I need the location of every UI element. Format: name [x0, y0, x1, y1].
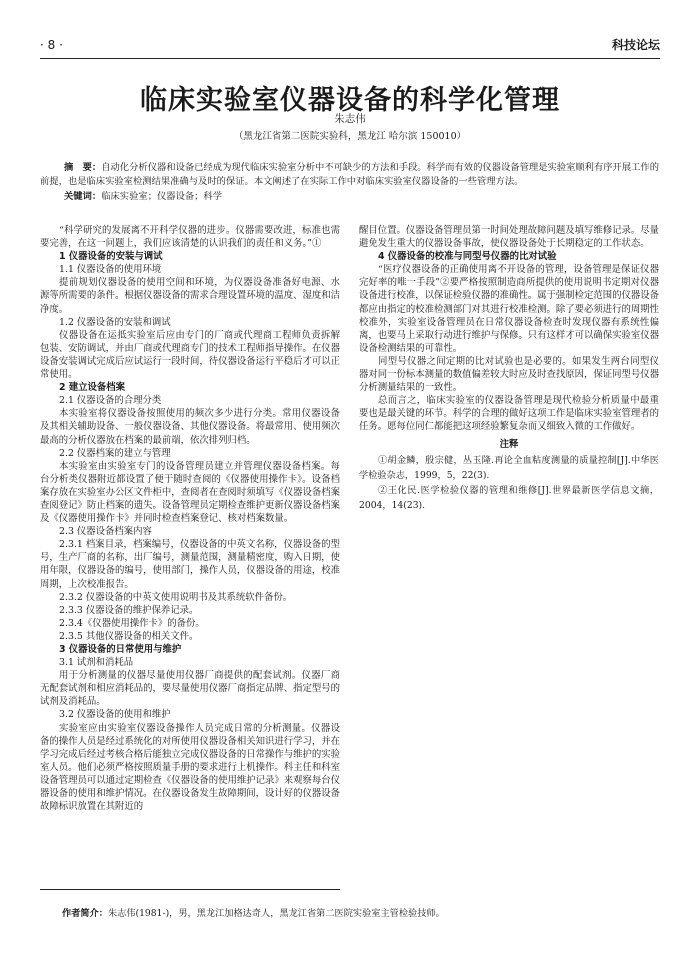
keywords-text: 临床实验室；仪器设备；科学 — [101, 191, 223, 202]
keywords — [64, 190, 660, 204]
paragraph-2-3-1: 2.3.1 档案目录，档案编号，仪器设备的中英文名称，仪器设备的型号，生产厂商的名称，出厂编号，测量范围，测量精密度，购入日期，使用年限，仪器设备的编号，使用部门，操作人员，仪器设备的用途，校准周期，上次校准报告。 — [40, 539, 341, 590]
subsection-heading-3-1: 3.1 试剂和消耗品 — [59, 657, 134, 669]
author-affiliation: （黑龙江省第二医院实验科，黑龙江 哈尔滨 150010） — [233, 131, 467, 142]
author-bio-text: 朱志伟(1981-)，男，黑龙江加格达奇人，黑龙江省第二医院实验室主管检验技师。 — [107, 908, 445, 919]
paragraph-3-2: 实验室应由实验室仪器设备操作人员完成日常的分析测量。仪器设备的操作人员是经过系统化的对所使用仪器设备相关知识进行学习，并在学习完成后经过考核合格后能独立完成仪器设备的日常操作与维护的实验室人员。他们必须严格按照质量手册的要求进行上机操作。科主任和科室设备管理员可以通过定期检查《仪器设备的使用维护记录》来观察每台仪器设备的使用和维护情况。在仪器设备发生故障期间，设计好的仪器设备故障标识放置在其附近的 — [40, 722, 341, 813]
author-bio — [62, 905, 660, 919]
subsection-heading-2-3: 2.3 仪器设备档案内容 — [59, 526, 152, 538]
section-heading-3: 3 仪器设备的日常使用与维护 — [59, 644, 182, 655]
subsection-heading-2-1: 2.1 仪器设备的合理分类 — [59, 395, 162, 407]
paragraph-3-1: 用于分析测量的仪器尽量使用仪器厂商提供的配套试剂。仪器厂商无配套试剂和相应消耗品的，要尽量使用仪器厂商指定品牌、指定型号的试剂及消耗品。 — [40, 670, 341, 708]
paragraph-2-3-3: 2.3.3 仪器设备的维护保养记录。 — [59, 604, 199, 616]
paragraph-4-1: “医疗仪器设备的正确使用离不开设备的管理，设备管理是保证仪器完好率的唯一手段”②要严格按照制造商所提供的使用说明书定期对仪器设备进行校准，以保证检验仪器的准确性。属于强制检定范围的仪器设备都应由指定的校准检测部门对其进行校准检测。除了要必须进行的周期性校准外，实验室设备管理员在日常仪器设备检查时发现仪器有系统性偏离，也要马上采取行动进行维护与保修。只有这样才可以确保实验室仪器设备检测结果的可靠性。 — [359, 264, 660, 354]
conclusion-paragraph: 总而言之，临床实验室的仪器设备管理是现代检验分析质量中最重要也是最关键的环节。科学的合理的做好这项工作是临床实验室管理者的任务。愿每位同仁都能把这项经验繁复杂而又细致入微的工作做好。 — [359, 395, 660, 433]
running-header — [40, 36, 660, 56]
subsection-heading-1-1: 1.1 仪器设备的使用环境 — [59, 264, 162, 276]
paragraph-2-1: 本实验室将仪器设备按照使用的频次多少进行分类。常用仪器设备及其相关辅助设备、一般仪器设备、其他仪器设备。将最常用、使用频次最高的分析仪器放在档案的最前端，依次排列归档。 — [40, 408, 341, 446]
paragraph-3-2-continued: 醒目位置。仪器设备管理员第一时间处理故障问题及填写维修记录。尽量避免发生重大的仪器设备事故，使仪器设备处于长期稳定的工作状态。 — [359, 225, 660, 250]
page-number: · 8 · — [40, 38, 63, 52]
paragraph-2-3-5: 2.3.5 其他仪器设备的相关文件。 — [59, 630, 199, 642]
article-author: 朱志伟 — [334, 113, 366, 125]
header-rule — [40, 58, 660, 59]
note-1: ①胡金鳞，殷宗健，丛玉隆.再论全血粘度测量的质量控制[J].中华医学检验杂志，1999，5，22(3). — [359, 454, 659, 481]
footnote-rule — [40, 889, 340, 890]
keywords-label: 关键词： — [64, 191, 102, 202]
abstract — [40, 161, 660, 189]
author-bio-label: 作者简介： — [62, 908, 108, 919]
section-heading-1: 1 仪器设备的安装与调试 — [59, 251, 163, 263]
abstract-text: 自动化分析仪器和设备已经成为现代临床实验室分析中不可缺少的方法和手段。科学而有效的仪器设备管理是实验室顺利有序开展工作的前提，也是临床实验室检测结果准确与及时的保证。本文阐述了在实际工作中对临床实验室仪器设备的一些管理方法。 — [40, 162, 660, 187]
paragraph-4-2: 同型号仪器之间定期的比对试验也是必要的。如果发生两台同型仪器对同一份标本测量的数值偏差较大时应及时查找原因，保证同型号仪器分析测量结果的一致性。 — [359, 355, 660, 394]
journal-section: 科技论坛 — [611, 38, 660, 52]
abstract-label: 摘 要： — [64, 162, 102, 173]
section-heading-2: 2 建立设备档案 — [59, 382, 126, 394]
notes-heading: 注释 — [499, 438, 519, 450]
section-heading-4: 4 仪器设备的校准与同型号仪器的比对试验 — [378, 251, 557, 263]
paragraph-2-2: 本实验室由实验室专门的设备管理员建立并管理仪器设备档案。每台分析类仪器附近都设置了便于随时查阅的《仪器使用操作卡》。设备档案存放在实验室办公区文件柜中，查阅者在查阅时须填写《仪器设备档案查阅登记》防止档案的遗失。设备管理员定期检查维护更新仪器设备档案及《仪器使用操作卡》并同时检查档案登记、核对档案数量。 — [40, 460, 341, 525]
subsection-heading-3-2: 3.2 仪器设备的使用和维护 — [59, 709, 171, 721]
left-column — [40, 224, 340, 813]
intro-quote: “科学研究的发展离不开科学仪器的进步。仪器需要改进，标准也需要完善，在这一问题上，我们应该清楚的认识我们的责任和义务。”① — [40, 225, 340, 250]
paragraph-1-1: 提前规划仪器设备的使用空间和环境，为仪器设备准备好电源、水源等所需要的条件。根据仪器设备的需求合理设置环境的温度、湿度和洁净度。 — [40, 277, 341, 315]
right-column — [359, 224, 659, 513]
paragraph-2-3-2: 2.3.2 仪器设备的中英文使用说明书及其系统软件备份。 — [59, 591, 293, 603]
article-title: 临床实验室仪器设备的科学化管理 — [140, 85, 560, 116]
paragraph-2-3-4: 2.3.4《仪器使用操作卡》的备份。 — [59, 617, 205, 629]
paragraph-1-2: 仪器设备在运抵实验室后应由专门的厂商或代理商工程师负责拆解包装、安防调试，并由厂商或代理商专门的技术工程师指导操作。在仪器设备安装调试完成后应试运行一段时间，待仪器设备运行平稳后才可以正常使用。 — [40, 329, 341, 381]
note-2: ②王化民.医学检验仪器的管理和维修[J].世界最新医学信息文摘，2004，14(23). — [359, 484, 659, 511]
subsection-heading-2-2: 2.2 仪器档案的建立与管理 — [59, 447, 171, 459]
subsection-heading-1-2: 1.2 仪器设备的安装和调试 — [59, 316, 171, 328]
